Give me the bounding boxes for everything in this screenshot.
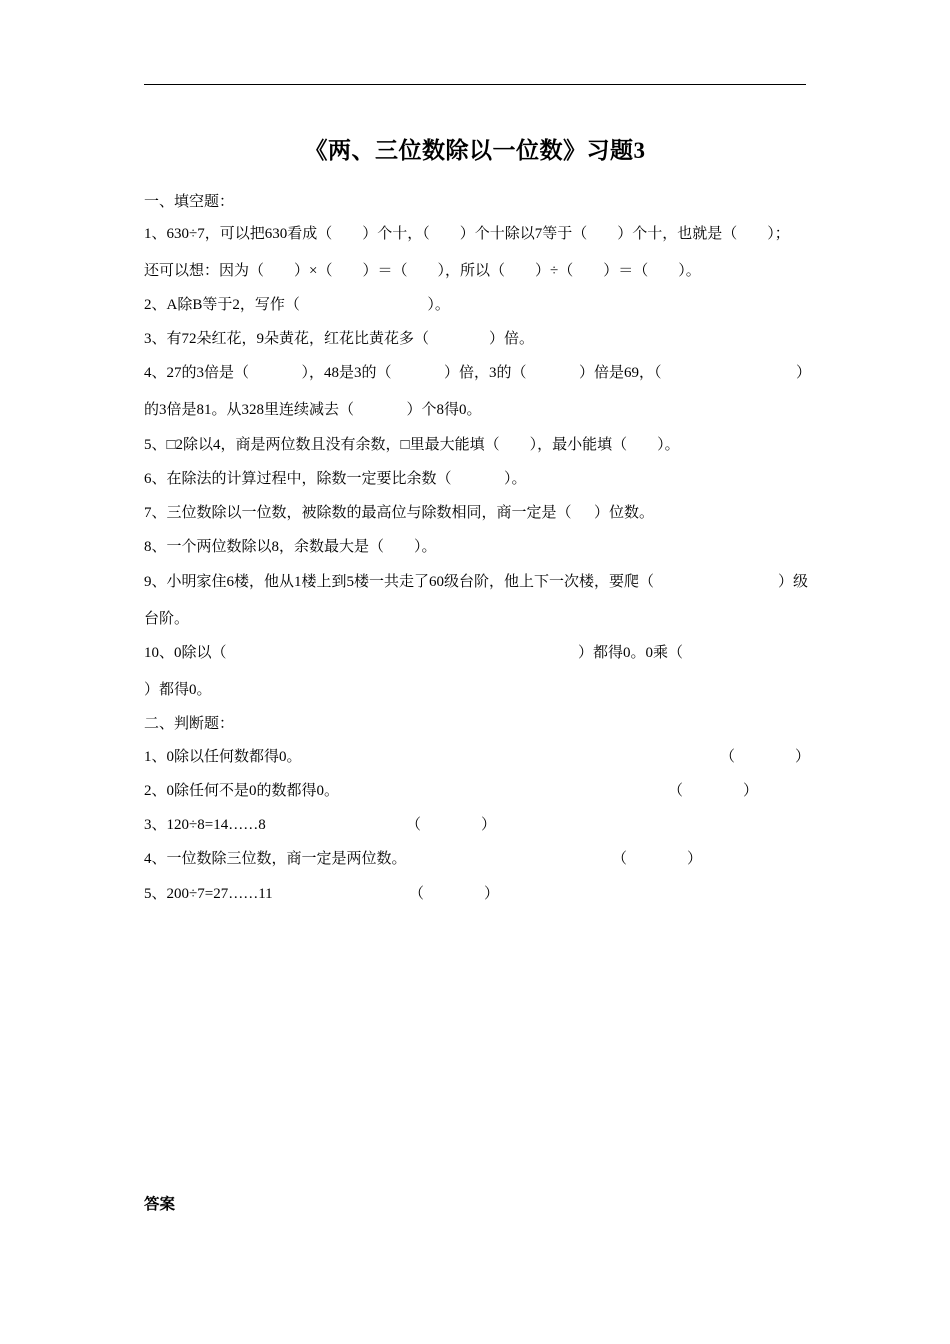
- tf-answer-paren-5: （ ）: [409, 886, 500, 902]
- tf-answer-paren-1: （ ）: [720, 749, 811, 765]
- section-heading-fill-blank: 一、填空题：: [144, 194, 235, 210]
- question-4-line-1: 4、27的3倍是（ ），48是3的（ ）倍，3的（ ）倍是69，（: [144, 365, 662, 381]
- tf-question-2: 2、0除任何不是0的数都得0。: [144, 783, 340, 799]
- question-9-line-1-end: ）级: [778, 574, 809, 590]
- tf-question-5: 5、200÷7=27……11: [144, 886, 273, 902]
- question-1-line-2: 还可以想：因为（ ）×（ ）＝（ ），所以（ ）÷（ ）＝（ ）。: [144, 263, 701, 279]
- tf-question-4: 4、一位数除三位数，商一定是两位数。: [144, 851, 407, 867]
- tf-question-1: 1、0除以任何数都得0。: [144, 749, 302, 765]
- page-title: 《两、三位数除以一位数》习题3: [304, 138, 646, 163]
- question-8: 8、一个两位数除以8，余数最大是（ ）。: [144, 539, 437, 555]
- tf-answer-paren-4: （ ）: [612, 851, 703, 867]
- question-1-line-1: 1、630÷7，可以把630看成（ ）个十，（ ）个十除以7等于（ ）个十，也就是（ ）；: [144, 226, 790, 242]
- header-rule: [144, 84, 806, 85]
- question-3: 3、有72朵红花，9朵黄花，红花比黄花多（ ）倍。: [144, 331, 535, 347]
- question-10-line-1-a: 10、0除以（: [144, 645, 227, 661]
- question-5: 5、□2除以4，商是两位数且没有余数，□里最大能填（ ），最小能填（ ）。: [144, 437, 680, 453]
- question-4-line-2: 的3倍是81。从328里连续减去（ ）个8得0。: [144, 402, 482, 418]
- question-10-line-2: ）都得0。: [144, 682, 212, 698]
- tf-answer-paren-2: （ ）: [668, 783, 759, 799]
- question-9-line-2: 台阶。: [144, 611, 190, 627]
- question-6: 6、在除法的计算过程中，除数一定要比余数（ ）。: [144, 471, 527, 487]
- question-10-line-1-b: ）都得0。0乘（: [578, 645, 684, 661]
- tf-answer-paren-3: （ ）: [406, 817, 497, 833]
- question-7: 7、三位数除以一位数，被除数的最高位与除数相同，商一定是（ ）位数。: [144, 505, 655, 521]
- question-2: 2、A除B等于2，写作（ ）。: [144, 297, 450, 313]
- question-4-line-1-paren: ）: [796, 365, 812, 381]
- tf-question-3: 3、120÷8=14……8: [144, 817, 266, 833]
- answer-heading: 答案: [144, 1196, 176, 1213]
- question-9-line-1: 9、小明家住6楼，他从1楼上到5楼一共走了60级台阶，他上下一次楼，要爬（: [144, 574, 655, 590]
- section-heading-true-false: 二、判断题：: [144, 716, 235, 732]
